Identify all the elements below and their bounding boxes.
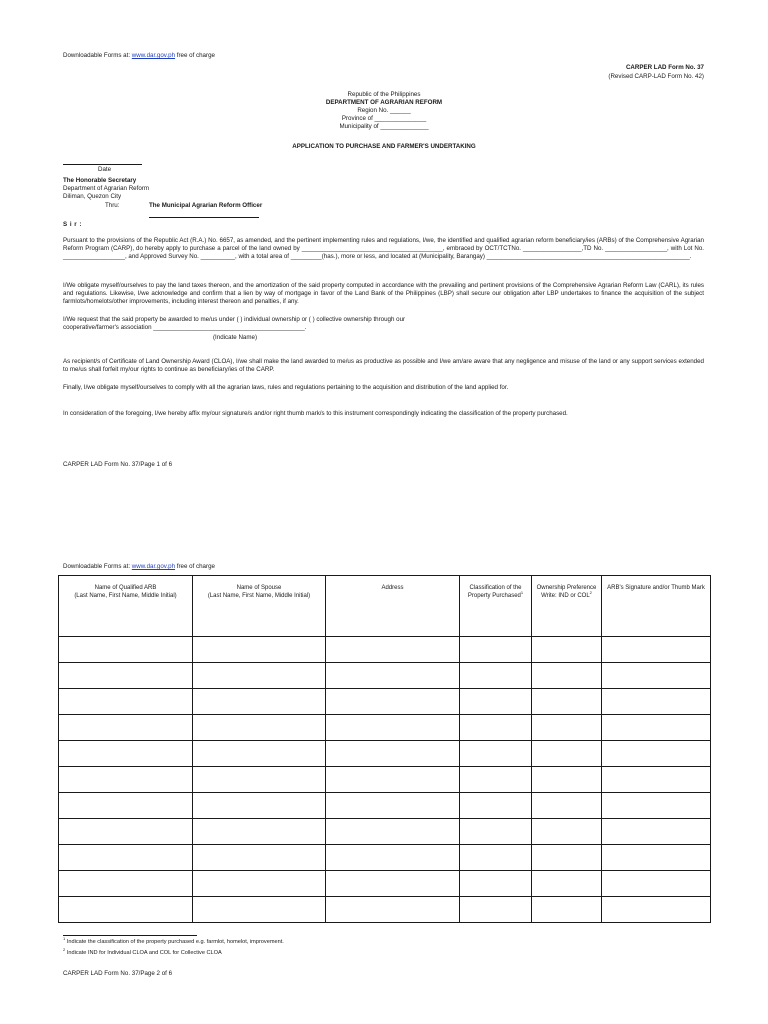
table-row bbox=[59, 689, 711, 715]
table-cell[interactable] bbox=[326, 715, 460, 741]
table-cell[interactable] bbox=[460, 741, 532, 767]
thru-signature-line bbox=[149, 217, 259, 218]
footnote-ref: 1 bbox=[520, 590, 524, 596]
header-label: Address bbox=[381, 585, 404, 591]
table-cell[interactable] bbox=[59, 663, 193, 689]
addressee-block bbox=[63, 177, 149, 201]
table-cell[interactable] bbox=[532, 897, 602, 923]
municipality-line: Municipality of ______________ bbox=[339, 123, 429, 131]
addressee-location: Diliman, Quezon City bbox=[63, 193, 122, 201]
table-cell[interactable] bbox=[532, 715, 602, 741]
table-cell[interactable] bbox=[460, 663, 532, 689]
salutation: S i r : bbox=[63, 221, 82, 228]
dar-website-link[interactable]: www.dar.gov.ph bbox=[131, 52, 176, 59]
header-label: Name of Spouse bbox=[236, 585, 282, 591]
header-label: Name of Qualified ARB bbox=[94, 585, 157, 591]
date-label: Date bbox=[98, 166, 112, 173]
table-cell[interactable] bbox=[59, 793, 193, 819]
footnote-mark: 1 bbox=[63, 936, 66, 942]
downloadable-prefix: Downloadable Forms at: bbox=[63, 563, 131, 570]
table-row bbox=[59, 715, 711, 741]
footnote-separator bbox=[63, 935, 197, 936]
footnote-text: Indicate the classification of the property purchased e.g. farmlot, homelot, improvement. bbox=[66, 939, 284, 945]
table-cell[interactable] bbox=[59, 897, 193, 923]
paragraph-compliance: Finally, I/we obligate myself/ourselves to comply with all the agrarian laws, rules and regulations pertaining to the acquisition and distribution of the land applied for. bbox=[63, 384, 509, 391]
table-cell[interactable] bbox=[326, 689, 460, 715]
addressee-department: Department of Agrarian Reform bbox=[63, 185, 149, 193]
table-cell[interactable] bbox=[326, 871, 460, 897]
table-cell[interactable] bbox=[460, 819, 532, 845]
table-header-row bbox=[59, 576, 711, 637]
table-cell[interactable] bbox=[59, 871, 193, 897]
header-arb-name bbox=[59, 576, 193, 637]
table-cell[interactable] bbox=[59, 819, 193, 845]
table-cell[interactable] bbox=[460, 845, 532, 871]
table-row bbox=[59, 637, 711, 663]
table-body bbox=[59, 637, 711, 923]
table-cell[interactable] bbox=[193, 663, 326, 689]
header-sublabel: (Last Name, First Name, Middle Initial) bbox=[207, 593, 311, 600]
table-cell[interactable] bbox=[59, 767, 193, 793]
table-cell[interactable] bbox=[532, 689, 602, 715]
table-cell[interactable] bbox=[460, 637, 532, 663]
form-number: CARPER LAD Form No. 37 bbox=[625, 64, 704, 71]
header-sublabel: (Last Name, First Name, Middle Initial) bbox=[74, 593, 177, 600]
header-address bbox=[326, 576, 460, 637]
paragraph-obligation: I/We obligate myself/ourselves to pay the land taxes thereon, and the amortization of the said property computed in accordance with the prevailing and pertinent provisions of the Comprehensive Agrarian Reform Law (CARL), its rules and regulations. Likewise, I/we acknowledge and confirm that a lien by way of mortgage in favor of the Land Bank of the Philippines (LBP) shall secure our obligation after LBP undertakes to finance the acquisition of the subject farmlots/homelots/other improvements, including interest thereon and penalties, if any. bbox=[63, 282, 704, 306]
downloadable-prefix: Downloadable Forms at: bbox=[63, 52, 131, 59]
header-signature bbox=[602, 576, 711, 637]
table-cell[interactable] bbox=[460, 871, 532, 897]
table-row bbox=[59, 741, 711, 767]
table-cell[interactable] bbox=[602, 897, 711, 923]
downloadable-suffix: free of charge bbox=[176, 52, 215, 59]
page-title: APPLICATION TO PURCHASE AND FARMER'S UNDERTAKING bbox=[292, 143, 476, 150]
table-cell[interactable] bbox=[326, 741, 460, 767]
footnote-mark: 2 bbox=[63, 947, 66, 953]
header-label: ARB's Signature and/or Thumb Mark bbox=[607, 585, 705, 591]
table-cell[interactable] bbox=[602, 845, 711, 871]
table-cell[interactable] bbox=[59, 741, 193, 767]
table-cell[interactable] bbox=[59, 689, 193, 715]
dar-website-link[interactable]: www.dar.gov.ph bbox=[131, 563, 176, 570]
table-cell[interactable] bbox=[602, 637, 711, 663]
table-cell[interactable] bbox=[59, 715, 193, 741]
table-cell[interactable] bbox=[193, 793, 326, 819]
table-cell[interactable] bbox=[602, 715, 711, 741]
indicate-name-label: (Indicate Name) bbox=[213, 334, 258, 341]
table-cell[interactable] bbox=[326, 793, 460, 819]
paragraph-ownership-request bbox=[63, 316, 704, 332]
header-ownership-preference bbox=[532, 576, 602, 637]
region-line: Region No. ______ bbox=[357, 107, 411, 115]
table-cell[interactable] bbox=[326, 819, 460, 845]
thru-name: The Municipal Agrarian Reform Officer bbox=[149, 202, 263, 209]
header-label: Ownership Preference Write: IND or COL bbox=[536, 585, 597, 600]
table-cell[interactable] bbox=[532, 767, 602, 793]
date-signature-line bbox=[63, 164, 142, 165]
table-cell[interactable] bbox=[532, 819, 602, 845]
downloadable-forms-note-page2 bbox=[63, 563, 215, 571]
table-cell[interactable] bbox=[59, 637, 193, 663]
footnote-1 bbox=[63, 936, 284, 946]
table-row bbox=[59, 663, 711, 689]
republic-line: Republic of the Philippines bbox=[347, 91, 421, 98]
table-cell[interactable] bbox=[602, 793, 711, 819]
footnote-2 bbox=[63, 947, 222, 957]
table-cell[interactable] bbox=[460, 689, 532, 715]
table-row bbox=[59, 845, 711, 871]
table-cell[interactable] bbox=[460, 715, 532, 741]
table-row bbox=[59, 819, 711, 845]
table-row bbox=[59, 897, 711, 923]
header-spouse-name bbox=[193, 576, 326, 637]
table-cell[interactable] bbox=[532, 663, 602, 689]
revised-form-number: (Revised CARP-LAD Form No. 42) bbox=[608, 73, 704, 80]
page1-footer: CARPER LAD Form No. 37/Page 1 of 6 bbox=[63, 461, 173, 468]
table-cell[interactable] bbox=[193, 689, 326, 715]
table-cell[interactable] bbox=[532, 793, 602, 819]
table-cell[interactable] bbox=[602, 871, 711, 897]
table-cell[interactable] bbox=[532, 845, 602, 871]
footnote-text: Indicate IND for Individual CLOA and COL for Collective CLOA bbox=[66, 950, 222, 956]
table-cell[interactable] bbox=[602, 689, 711, 715]
table-cell[interactable] bbox=[326, 845, 460, 871]
header-label: Classification of the Property Purchased bbox=[467, 585, 522, 600]
table-cell[interactable] bbox=[326, 663, 460, 689]
table-cell[interactable] bbox=[193, 819, 326, 845]
table-cell[interactable] bbox=[193, 637, 326, 663]
table-cell[interactable] bbox=[602, 741, 711, 767]
table-cell[interactable] bbox=[602, 819, 711, 845]
table-row bbox=[59, 793, 711, 819]
table-cell[interactable] bbox=[193, 715, 326, 741]
paragraph-cloa: As recipient/s of Certificate of Land Ownership Award (CLOA), I/we shall make the land awarded to me/us as productive as possible and I/we am/are aware that any negligence and misuse of the land or any support services extended to me/us shall forfeit my/our rights to continue as beneficiary/ies of the CARP. bbox=[63, 358, 704, 374]
table-cell[interactable] bbox=[460, 793, 532, 819]
paragraph-consideration: In consideration of the foregoing, I/we hereby affix my/our signature/s and/or right thumb mark/s to this instrument correspondingly indicating the classification of the property purchased. bbox=[63, 410, 568, 417]
table-cell[interactable] bbox=[193, 767, 326, 793]
thru-label: Thru: bbox=[105, 202, 120, 209]
table-cell[interactable] bbox=[602, 767, 711, 793]
header-classification bbox=[460, 576, 532, 637]
ownership-request-line1: I/We request that the said property be awarded to me/us under ( ) individual ownership or ( ) collective ownership through our bbox=[63, 316, 406, 323]
table-cell[interactable] bbox=[532, 871, 602, 897]
table-cell[interactable] bbox=[193, 845, 326, 871]
table-row bbox=[59, 767, 711, 793]
table-cell[interactable] bbox=[532, 637, 602, 663]
table-cell[interactable] bbox=[193, 871, 326, 897]
footnote-ref: 2 bbox=[589, 590, 592, 596]
downloadable-forms-note bbox=[63, 52, 215, 60]
table-cell[interactable] bbox=[532, 741, 602, 767]
table-cell[interactable] bbox=[326, 637, 460, 663]
table-cell[interactable] bbox=[59, 845, 193, 871]
letterhead bbox=[0, 91, 768, 131]
page2-footer: CARPER LAD Form No. 37/Page 2 of 6 bbox=[63, 970, 173, 977]
addressee: The Honorable Secretary bbox=[63, 177, 137, 184]
ownership-request-line2: cooperative/farmer's association ____________________________________________. bbox=[63, 324, 307, 332]
table-cell[interactable] bbox=[326, 897, 460, 923]
arb-table bbox=[58, 575, 711, 923]
table-row bbox=[59, 871, 711, 897]
table-cell[interactable] bbox=[460, 767, 532, 793]
paragraph-application: Pursuant to the provisions of the Republic Act (R.A.) No. 6657, as amended, and the pertinent implementing rules and regulations, I/we, the identified and qualified agrarian reform beneficiary/ies (ARBs) of the Comprehensive Agrarian Reform Program (CARP), do hereby apply to purchase a parcel of the land owned by _________________________________________, embraced by OCT/TCTNo. _________________,TD No. __________________, with Lot No. __________________, and Approved Survey No. __________, with a total area of _________(has.), more or less, and located at (Municipality, Barangay) ___________________________________________________________. bbox=[63, 237, 704, 261]
table-cell[interactable] bbox=[460, 897, 532, 923]
province-line: Province of _______________ bbox=[341, 115, 427, 123]
department-line: DEPARTMENT OF AGRARIAN REFORM bbox=[325, 99, 443, 107]
table-cell[interactable] bbox=[326, 767, 460, 793]
table-cell[interactable] bbox=[193, 897, 326, 923]
downloadable-suffix: free of charge bbox=[176, 563, 215, 570]
table-cell[interactable] bbox=[602, 663, 711, 689]
table-cell[interactable] bbox=[193, 741, 326, 767]
